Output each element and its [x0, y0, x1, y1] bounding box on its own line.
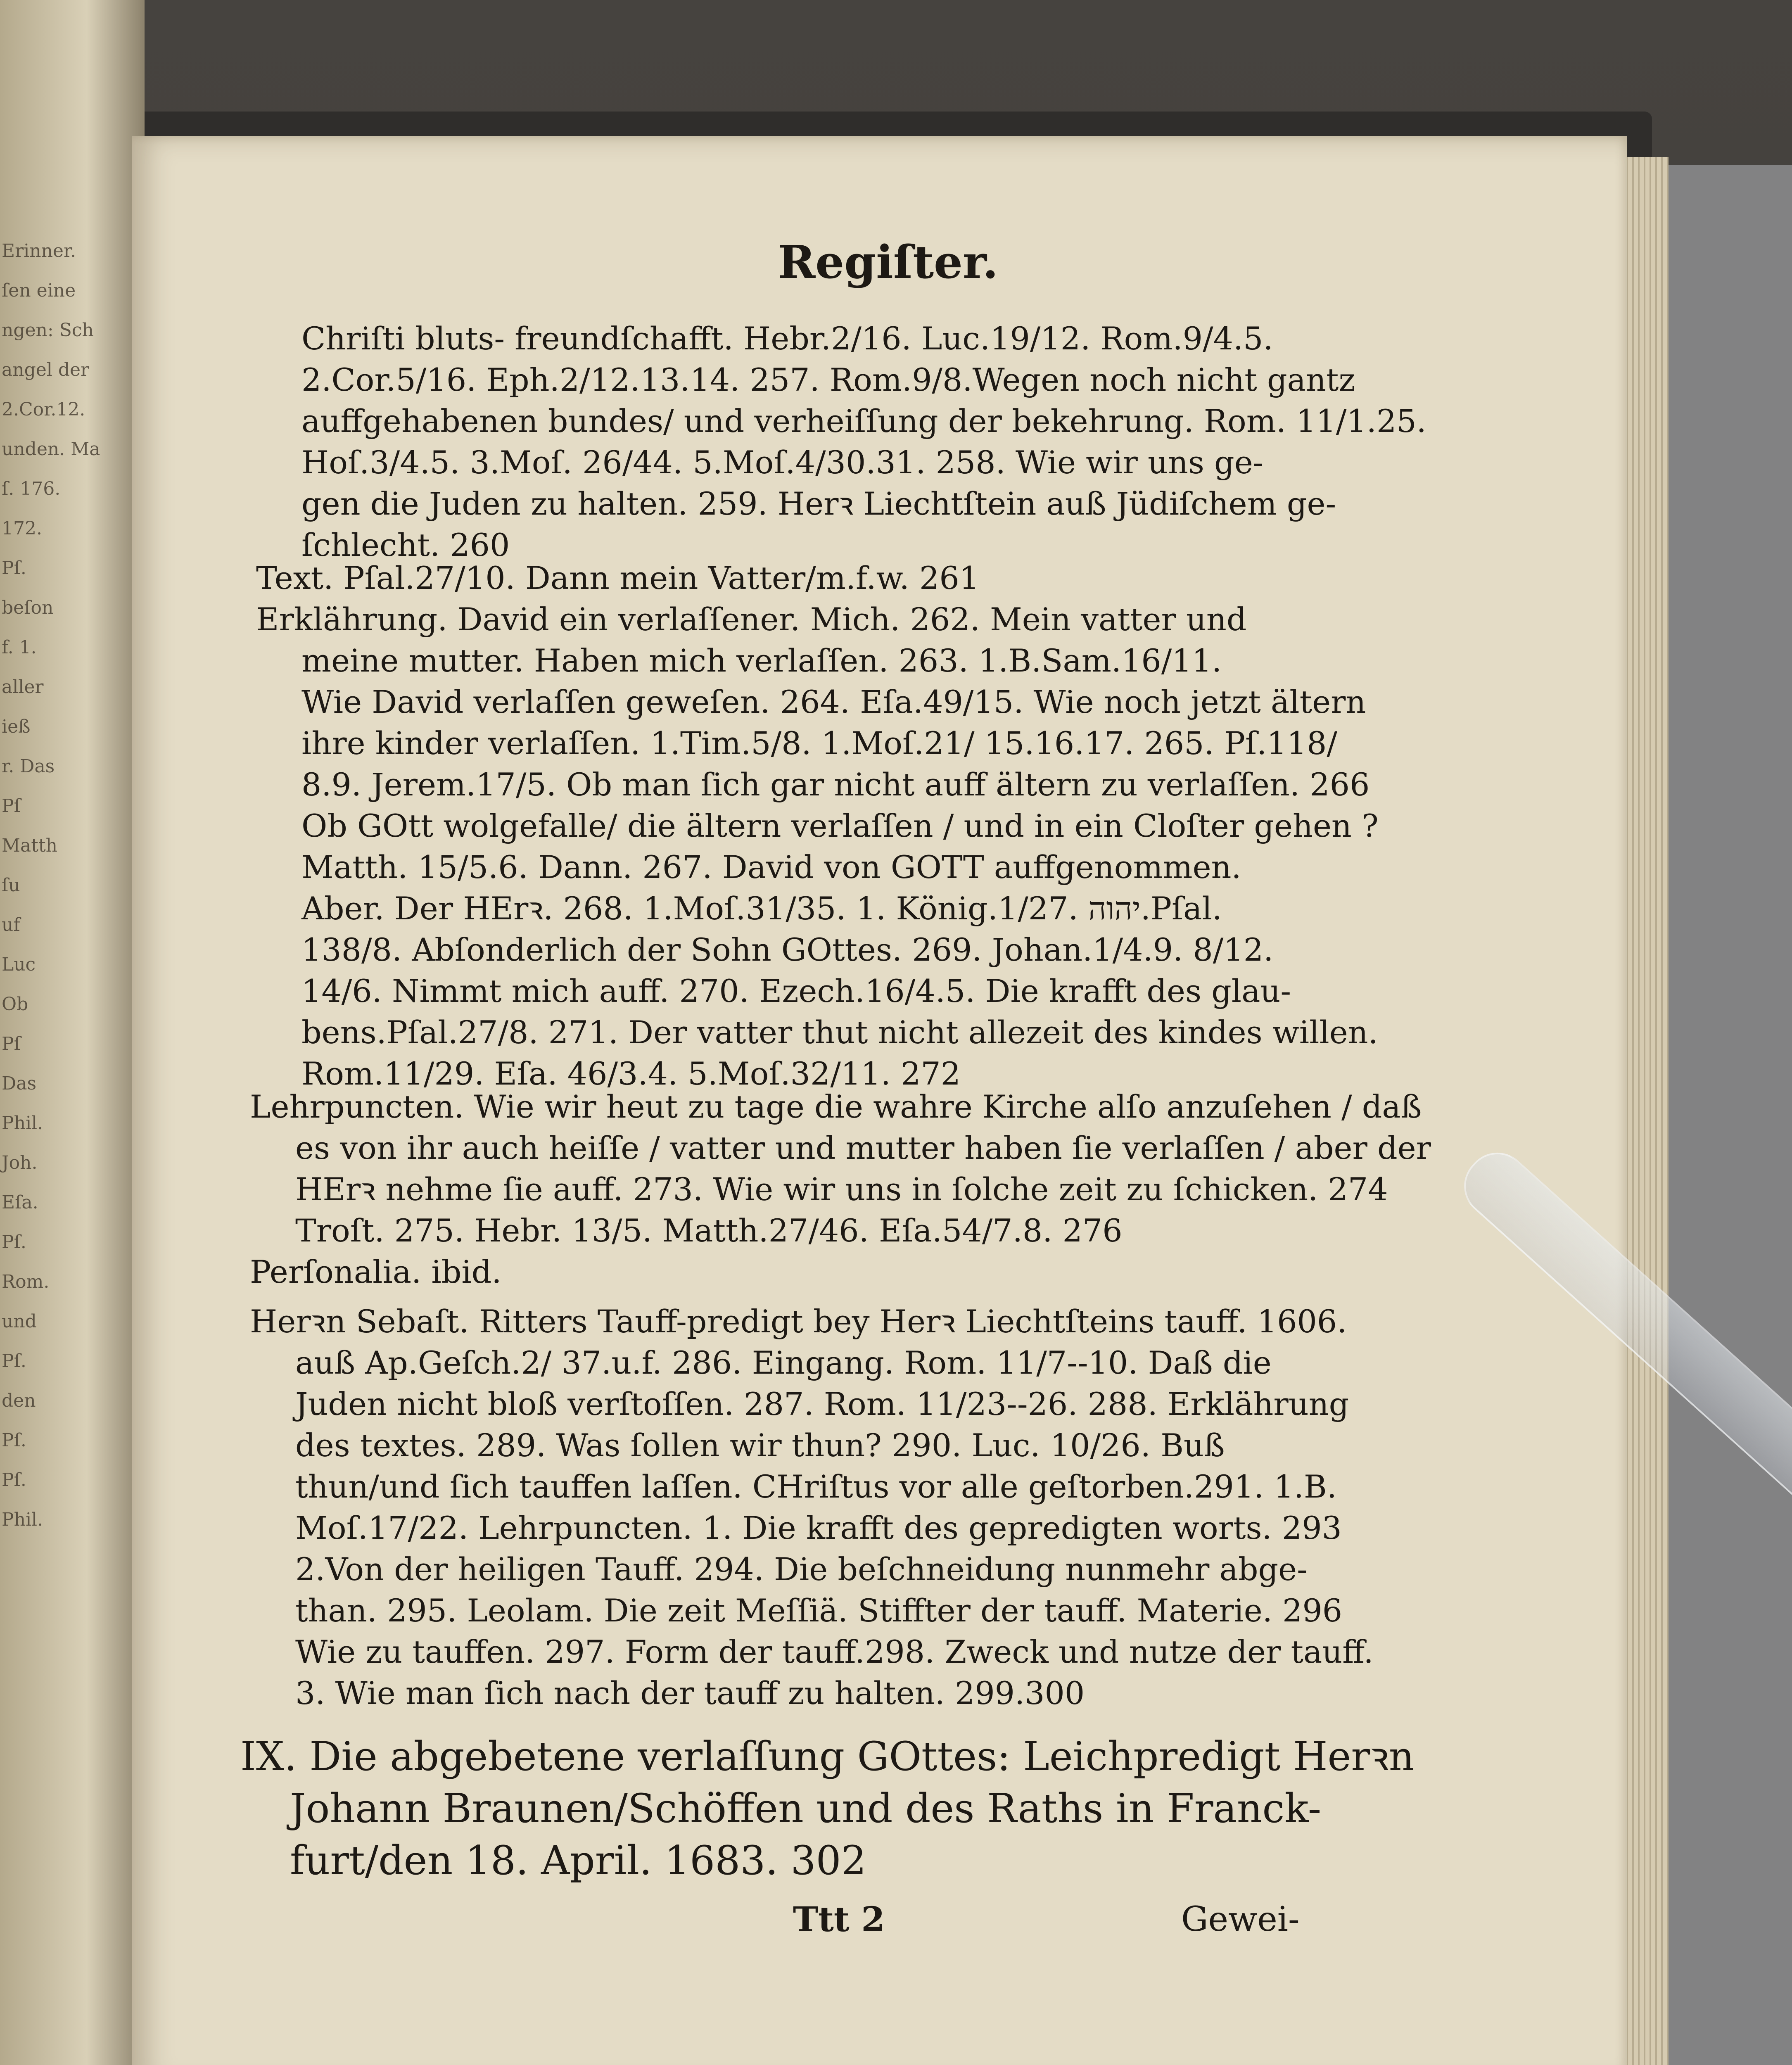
left-page-fragment: ſu — [2, 875, 20, 896]
left-page-fragment: ieß — [2, 716, 31, 737]
left-page-fragment: Pſ. — [2, 1232, 26, 1253]
left-page-fragment: Erinner. — [2, 240, 76, 261]
text-line: 14/6. Nimmt mich auff. 270. Ezech.16/4.5. Die krafft des glau- — [301, 973, 1291, 1009]
entry-lehrpuncten — [250, 1086, 1431, 1251]
signature-mark: Ttt 2 — [793, 1900, 885, 1939]
text-line: des textes. 289. Was ſollen wir thun? 290. Luc. 10/26. Buß — [295, 1427, 1225, 1464]
text-line: Text. Pſal.27/10. Dann mein Vatter/m.f.w. 261 — [256, 560, 980, 596]
left-page-edge — [0, 0, 145, 2065]
text-line: thun/und ſich tauffen laſſen. CHriſtus vor alle geſtorben.291. 1.B. — [295, 1468, 1337, 1505]
left-page-fragment: Ob — [2, 994, 28, 1015]
left-page-fragment: uf — [2, 914, 20, 935]
left-page-fragment: Das — [2, 1073, 37, 1094]
left-page-fragment: Pſ. — [2, 1430, 26, 1451]
text-line: Wie zu tauffen. 297. Form der tauff.298. Zweck und nutze der tauff. — [295, 1633, 1374, 1670]
text-line: es von ihr auch heiſſe / vatter und mutter haben ſie verlaſſen / aber der — [295, 1130, 1431, 1166]
left-page-fragment: ſ. 176. — [2, 478, 61, 499]
left-page-fragment: Eſa. — [2, 1192, 38, 1213]
text-line: IX. Die abgebetene verlaſſung GOttes: Leichpredigt Herꝛn — [240, 1733, 1415, 1780]
left-page-fragment: Rom. — [2, 1271, 50, 1292]
entry-christi — [301, 318, 1426, 566]
text-line: Moſ.17/22. Lehrpuncten. 1. Die krafft des gepredigten worts. 293 — [295, 1510, 1342, 1546]
text-line: 138/8. Abſonderlich der Sohn GOttes. 269. Johan.1/4.9. 8/12. — [301, 931, 1274, 968]
catchword: Gewei- — [1181, 1900, 1300, 1939]
left-page-fragment: beſon — [2, 597, 54, 618]
text-line: ihre kinder verlaſſen. 1.Tim.5/8. 1.Moſ.21/ 15.16.17. 265. Pſ.118/ — [301, 725, 1337, 762]
entry-personalia — [250, 1251, 501, 1293]
text-line: 3. Wie man ſich nach der tauff zu halten. 299.300 — [295, 1675, 1085, 1711]
text-line: Matth. 15/5.6. Dann. 267. David von GOTT auffgenommen. — [301, 849, 1241, 885]
text-line: Johann Braunen/Schöffen und des Raths in Franck- — [290, 1785, 1322, 1832]
left-page-fragment: Phil. — [2, 1113, 43, 1134]
left-page-fragment: unden. Ma — [2, 439, 100, 460]
entry-tauffpredigt — [250, 1301, 1374, 1714]
entry-ix-leichpredigt — [240, 1730, 1415, 1887]
left-page-fragment: Pſ. — [2, 1469, 26, 1491]
text-line: Chriſti bluts- freundſchafft. Hebr.2/16. Luc.19/12. Rom.9/4.5. — [301, 320, 1273, 357]
text-line: Herꝛn Sebaſt. Ritters Tauff-predigt bey Herꝛ Liechtſteins tauff. 1606. — [250, 1303, 1347, 1340]
left-page-fragment: Pſ. — [2, 558, 26, 579]
left-page-fragment: 172. — [2, 518, 42, 539]
text-line: Aber. Der HErꝛ. 268. 1.Moſ.31/35. 1. König.1/27. יהוה.Pſal. — [301, 890, 1222, 927]
text-line: Wie David verlaſſen geweſen. 264. Eſa.49/15. Wie noch jetzt ältern — [301, 684, 1366, 720]
text-line: Troſt. 275. Hebr. 13/5. Matth.27/46. Eſa.54/7.8. 276 — [295, 1212, 1123, 1249]
text-line: Lehrpuncten. Wie wir heut zu tage die wahre Kirche alſo anzuſehen / daß — [250, 1088, 1422, 1125]
page-text — [132, 136, 1627, 2065]
left-page-text-fragments — [2, 231, 126, 1966]
left-page-fragment: Luc — [2, 954, 36, 975]
register-page — [132, 136, 1627, 2065]
left-page-fragment: und — [2, 1311, 37, 1332]
left-page-fragment: angel der — [2, 359, 90, 380]
text-line: HErꝛ nehme ſie auff. 273. Wie wir uns in ſolche zeit zu ſchicken. 274 — [295, 1171, 1388, 1208]
left-page-fragment: r. Das — [2, 756, 55, 777]
text-line: ſchlecht. 260 — [301, 527, 510, 563]
left-page-fragment: Joh. — [2, 1152, 38, 1173]
text-line: meine mutter. Haben mich verlaſſen. 263. 1.B.Sam.16/11. — [301, 642, 1222, 679]
left-page-fragment: ſen eine — [2, 280, 76, 301]
text-line: bens.Pſal.27/8. 271. Der vatter thut nicht allezeit des kindes willen. — [301, 1014, 1378, 1051]
left-page-fragment: Pſ — [2, 1033, 21, 1054]
entry-text — [256, 558, 979, 599]
text-line: Perſonalia. ibid. — [250, 1253, 502, 1290]
text-line: 2.Von der heiligen Tauff. 294. Die beſchneidung nunmehr abge- — [295, 1551, 1308, 1588]
page-heading: Regiſter. — [777, 235, 999, 289]
text-line: auß Ap.Geſch.2/ 37.u.f. 286. Eingang. Rom. 11/7--10. Daß die — [295, 1344, 1272, 1381]
left-page-fragment: Phil. — [2, 1509, 43, 1530]
left-page-fragment: Pſ. — [2, 1351, 26, 1372]
left-page-fragment: Pſ — [2, 795, 21, 817]
left-page-fragment: den — [2, 1390, 36, 1411]
left-page-fragment: Matth — [2, 835, 57, 856]
text-line: Juden nicht bloß verſtoſſen. 287. Rom. 11/23--26. 288. Erklährung — [295, 1386, 1349, 1422]
text-line: Hoſ.3/4.5. 3.Moſ. 26/44. 5.Moſ.4/30.31. 258. Wie wir uns ge- — [301, 444, 1264, 481]
text-line: Ob GOtt wolgefalle/ die ältern verlaſſen / und in ein Cloſter gehen ? — [301, 807, 1379, 844]
entry-erklaehrung — [256, 599, 1379, 1094]
text-line: auffgehabenen bundes/ und verheiſſung der bekehrung. Rom. 11/1.25. — [301, 403, 1426, 439]
text-line: 2.Cor.5/16. Eph.2/12.13.14. 257. Rom.9/8.Wegen noch nicht gantz — [301, 361, 1355, 398]
text-line: Rom.11/29. Eſa. 46/3.4. 5.Moſ.32/11. 272 — [301, 1055, 961, 1092]
text-line: 8.9. Jerem.17/5. Ob man ſich gar nicht auff ältern zu verlaſſen. 266 — [301, 766, 1370, 803]
text-line: gen die Juden zu halten. 259. Herꝛ Liechtſtein auß Jüdiſchem ge- — [301, 485, 1336, 522]
text-line: than. 295. Leolam. Die zeit Meſſiä. Stiffter der tauff. Materie. 296 — [295, 1592, 1343, 1629]
left-page-fragment: f. 1. — [2, 637, 37, 658]
left-page-fragment: aller — [2, 676, 44, 698]
left-page-fragment: ngen: Sch — [2, 320, 94, 341]
text-line: Erklährung. David ein verlaſſener. Mich. 262. Mein vatter und — [256, 601, 1247, 638]
text-line: furt/den 18. April. 1683. 302 — [290, 1837, 866, 1884]
left-page-fragment: 2.Cor.12. — [2, 399, 85, 420]
